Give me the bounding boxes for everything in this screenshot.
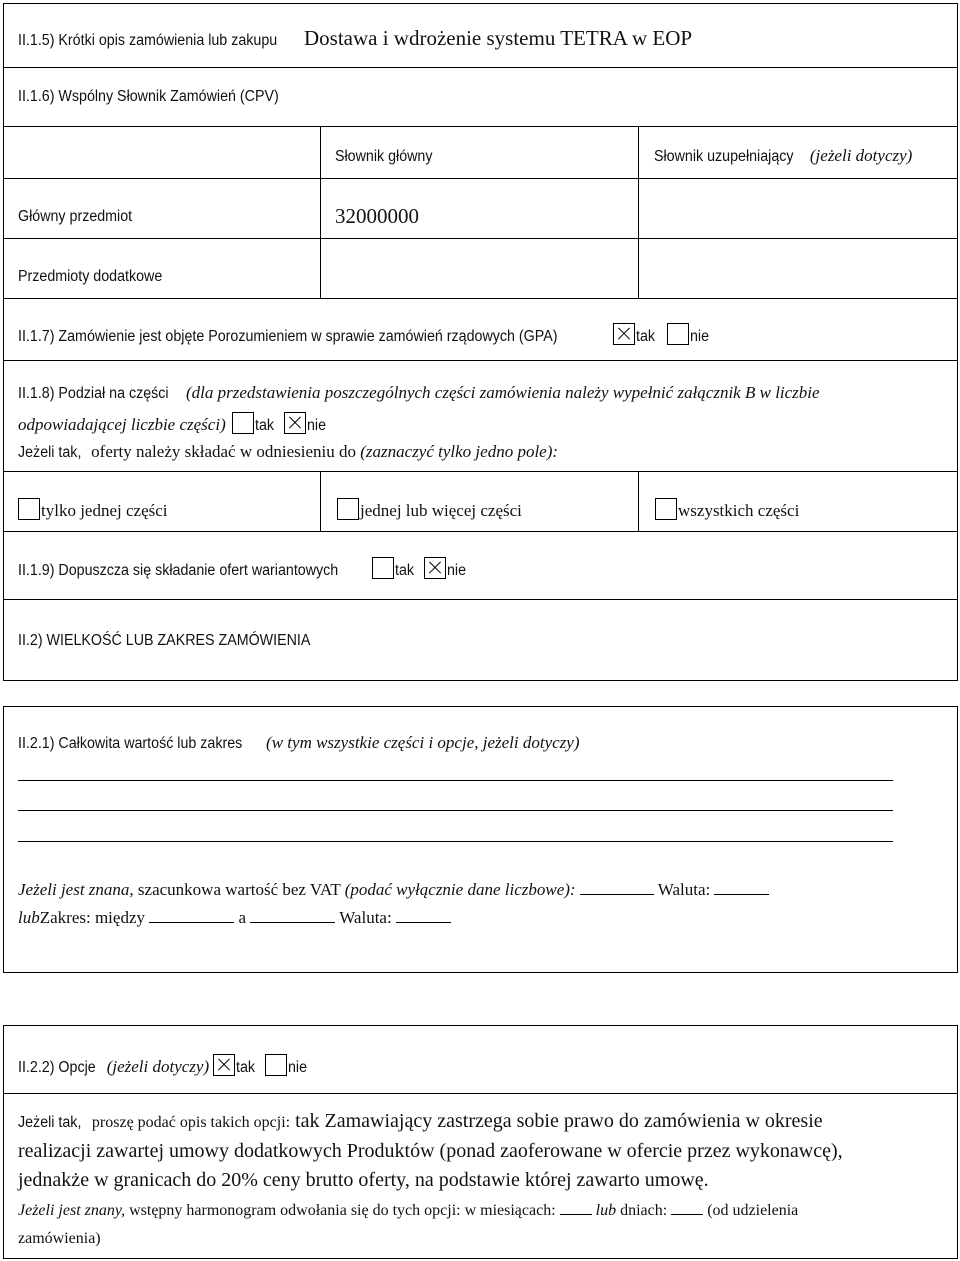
s121-range-max-field[interactable] (250, 908, 335, 923)
s119-no-label: nie (447, 562, 467, 579)
s121-value-field[interactable] (580, 880, 654, 895)
s121-fill-line[interactable] (18, 810, 893, 811)
s122-if-yes-text: proszę podać opis takich opcji: (91, 1114, 291, 1131)
divider (3, 599, 958, 600)
s121-note: (w tym wszystkie części i opcje, jeżeli dotyczy) (266, 733, 580, 752)
s122-no-checkbox[interactable] (265, 1054, 287, 1076)
s118-if-yes-note: (zaznaczyć tylko jedno pole): (360, 442, 559, 461)
s119-yes-checkbox[interactable] (372, 557, 394, 579)
s118-label: II.1.8) Podział na części (18, 385, 169, 402)
cpv-col-divider (638, 126, 639, 298)
s122-if-yes-bold: Jeżeli tak, (18, 1114, 82, 1131)
s121-currency2: Waluta: (339, 908, 392, 927)
cpv-row-divider (3, 298, 958, 299)
s118-opt1-checkbox[interactable] (18, 498, 40, 520)
s116-label: II.1.6) Wspólny Słownik Zamówień (CPV) (18, 88, 279, 105)
cpv-header-sup (654, 146, 912, 167)
s122-label: II.2.2) Opcje (18, 1059, 96, 1076)
s122-desc-line1 (18, 1107, 948, 1137)
s121-fill-line[interactable] (18, 841, 893, 842)
s115-value: Dostawa i wdrożenie systemu TETRA w EOP (303, 26, 693, 50)
cpv-row-main-value (335, 204, 419, 229)
s12-label: II.2) WIELKOŚĆ LUB ZAKRES ZAMÓWIENIA (18, 632, 311, 649)
s122-note: (jeżeli dotyczy) (106, 1057, 210, 1076)
s118-opt2 (337, 498, 522, 521)
s118-opt2-checkbox[interactable] (337, 498, 359, 520)
s121-currency2-field[interactable] (396, 908, 451, 923)
s122-desc (18, 1107, 948, 1195)
s122-days-field[interactable] (671, 1200, 703, 1215)
s115-row (18, 26, 692, 51)
cpv-col-sup: Słownik uzupełniający (654, 148, 794, 165)
s121-known-note: (podać wyłącznie dane liczbowe): (344, 880, 576, 899)
s118-row3 (18, 442, 558, 463)
s121-range-min-field[interactable] (149, 908, 234, 923)
s121-range-text: Zakres: między (39, 908, 145, 927)
opt-col-divider (638, 471, 639, 531)
s122-or: lub (595, 1202, 617, 1219)
cpv-row-divider (3, 238, 958, 239)
s122-desc-text1: tak Zamawiający zastrzega sobie prawo do zamówienia w okresie (295, 1110, 823, 1132)
s122-no-label: nie (288, 1059, 308, 1076)
s118-opt1 (18, 498, 168, 521)
s118-yes-label: tak (254, 417, 275, 434)
s122-known-it: Jeżeli jest znany, (18, 1202, 126, 1219)
s122-sched: wstępny harmonogram odwołania się do tych opcji: w miesiącach: (129, 1202, 556, 1219)
s117-label: II.1.7) Zamówienie jest objęte Porozumieniem w sprawie zamówień rządowych (GPA) (18, 328, 558, 345)
divider (3, 471, 958, 472)
s118-row2 (18, 412, 328, 436)
s118-opt3-checkbox[interactable] (655, 498, 677, 520)
s122-row (18, 1054, 309, 1078)
s117-row (18, 323, 710, 347)
s122-yes-checkbox[interactable] (213, 1054, 235, 1076)
s121-known-it: Jeżeli jest znana, (18, 880, 134, 899)
divider (3, 531, 958, 532)
s121-fill-line[interactable] (18, 780, 893, 781)
s121-and: a (238, 908, 247, 927)
s121-row (18, 733, 580, 754)
s122-desc-line3: jednakże w granicach do 20% ceny brutto oferty, na podstawie której zawarto umowę. (18, 1169, 709, 1191)
s121-range-row (18, 908, 451, 928)
s122-yes-label: tak (236, 1059, 256, 1076)
s121-label: II.2.1) Całkowita wartość lub zakres (18, 735, 243, 752)
s118-opt1-label: tylko jednej części (41, 501, 168, 520)
cpv-row-extra (18, 266, 175, 287)
cpv-main-code: 32000000 (335, 204, 419, 228)
divider (3, 360, 958, 361)
s121-currency-field[interactable] (714, 880, 769, 895)
s121-or: lub (18, 908, 40, 927)
s118-opt3-label: wszystkich części (678, 501, 800, 520)
s122-sched-row (18, 1200, 798, 1220)
s118-no-checkbox[interactable] (284, 412, 306, 434)
cpv-row-divider (3, 178, 958, 179)
s118-opt3 (655, 498, 799, 521)
s12-row (18, 630, 336, 651)
s117-no-label: nie (689, 328, 709, 345)
cpv-header-main (335, 146, 441, 167)
s121-known-row (18, 880, 769, 900)
cpv-row-extra-label: Przedmioty dodatkowe (18, 268, 163, 285)
s122-days: dniach: (620, 1202, 668, 1219)
cpv-row-main-label: Główny przedmiot (18, 208, 133, 225)
s117-yes-label: tak (635, 328, 655, 345)
s118-row1 (18, 383, 820, 404)
cpv-row-main (18, 206, 142, 227)
cpv-col-sup-note: (jeżeli dotyczy) (809, 146, 913, 165)
s118-if-yes-bold: Jeżeli tak, (18, 444, 82, 461)
s118-note2: odpowiadającej liczbie części) (18, 415, 226, 434)
cpv-col-main: Słownik główny (335, 148, 433, 165)
s119-yes-label: tak (395, 562, 415, 579)
s122-days-note2: zamówienia) (18, 1230, 101, 1247)
opt-col-divider (320, 471, 321, 531)
s118-note1: (dla przedstawienia poszczególnych części zamówienia należy wypełnić załącznik B w liczbie (185, 383, 820, 402)
s118-yes-checkbox[interactable] (232, 412, 254, 434)
divider (3, 67, 958, 68)
s122-months-field[interactable] (560, 1200, 592, 1215)
s119-no-checkbox[interactable] (424, 557, 446, 579)
s119-label: II.1.9) Dopuszcza się składanie ofert wariantowych (18, 562, 339, 579)
s122-days-note: (od udzielenia (707, 1202, 799, 1219)
cpv-col-divider (320, 126, 321, 298)
s118-no-label: nie (306, 417, 326, 434)
s115-label: II.1.5) Krótki opis zamówienia lub zakupu (18, 32, 278, 49)
s121-currency: Waluta: (657, 880, 711, 899)
divider (3, 1093, 958, 1094)
s118-opt2-label: jednej lub więcej części (360, 501, 522, 520)
s122-desc-line2: realizacji zawartej umowy dodatkowych Produktów (ponad zaoferowane w ofercie przez wykonawcę), (18, 1140, 843, 1162)
s118-if-yes-text: oferty należy składać w odniesieniu do (91, 442, 356, 461)
divider (3, 126, 958, 127)
s122-sched-row2 (18, 1229, 101, 1248)
s116-label-row (18, 86, 301, 107)
s121-known-text: szacunkowa wartość bez VAT (137, 880, 341, 899)
s117-no-checkbox[interactable] (667, 323, 689, 345)
s119-row (18, 557, 468, 581)
s117-yes-checkbox[interactable] (613, 323, 635, 345)
